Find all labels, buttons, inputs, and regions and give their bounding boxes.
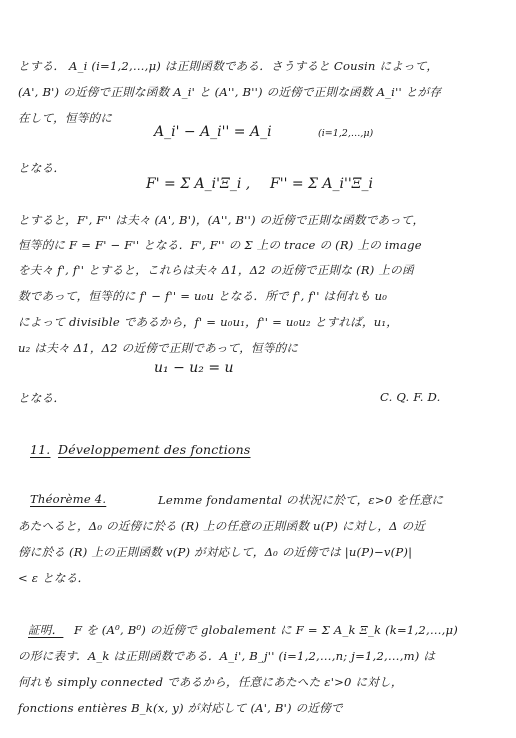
section-number <box>30 442 50 457</box>
theorem-line1: Lemme fondamental の状況に於て，ε>0 を任意に <box>158 493 444 507</box>
proof-label-text: 証明． <box>28 623 64 637</box>
proof-label <box>28 622 63 638</box>
paragraph3-line2: 恒等的に F = F' − F'' となる．F', F'' の Σ 上の trace の (R) 上の image <box>18 238 422 252</box>
theorem-line4: < ε となる． <box>18 571 90 585</box>
equation1: A_i' − A_i'' = A_i <box>154 124 272 140</box>
paragraph3-line3: を夫々 f', f'' とすると，これらは夫々 Δ1，Δ2 の近傍で正則な (R) 上の函 <box>18 263 414 277</box>
equation1-index: (i=1,2,…,μ) <box>318 128 374 139</box>
proof-line4: fonctions entières B_k(x, y) が対応して (A', B') の近傍で <box>18 701 343 715</box>
section-number-text: 11. <box>30 442 51 457</box>
theorem-line3: 傍に於る (R) 上の正則函数 v(P) が対応して，Δ₀ の近傍では |u(P)−v(P)| <box>18 545 413 559</box>
proof-line1: F を (A⁰, B⁰) の近傍で globalement に F = Σ A_k Ξ_k (k=1,2,…,μ) <box>74 623 458 637</box>
proof-line3: 何れも simply connected であるから，任意にあたへた ε'>0 に対し， <box>18 675 403 689</box>
paragraph1-line2: (A', B') の近傍で正則な函数 A_i' と (A'', B'') の近傍で正則な函数 A_i'' とが存 <box>18 85 442 99</box>
theorem-label-text: Théorème 4. <box>30 492 107 506</box>
qed-mark: C. Q. F. D. <box>380 390 441 404</box>
paragraph2-line1: となる． <box>18 161 66 175</box>
theorem-line2: あたへると，Δ₀ の近傍に於る (R) 上の任意の正則函数 u(P) に対し，Δ の近 <box>18 519 426 533</box>
equation2-right: F'' = Σ A_i''Ξ_i <box>270 176 374 192</box>
paragraph1-line3: 在して，恒等的に <box>18 111 113 125</box>
paragraph4-line1: となる． <box>18 391 66 405</box>
paragraph3-line1: とすると，F', F'' は夫々 (A', B')，(A'', B'') の近傍で正則な函数であって， <box>18 213 425 227</box>
theorem-label <box>30 492 106 506</box>
equation2-left: F' = Σ A_i'Ξ_i , <box>146 176 251 192</box>
section-title-text: Développement des fonctions <box>58 442 251 457</box>
proof-line2: の形に表す．A_k は正則函数である．A_i', B_j'' (i=1,2,…,n; j=1,2,…,m) は <box>18 649 436 663</box>
equation3: u₁ − u₂ = u <box>154 360 234 376</box>
paragraph3-line6: u₂ は夫々 Δ1，Δ2 の近傍で正則であって，恒等的に <box>18 341 299 355</box>
section-title <box>58 442 251 457</box>
paragraph3-line5: によって divisible であるから，f' = u₀u₁，f'' = u₀u₂ とすれば，u₁， <box>18 315 399 329</box>
paragraph3-line4: 数であって，恒等的に f' − f'' = u₀u となる．所で f', f'' は何れも u₀ <box>18 289 388 303</box>
paragraph1-line1: とする． A_i (i=1,2,…,μ) は正則函数である．さうすると Cousin によって， <box>18 59 439 73</box>
